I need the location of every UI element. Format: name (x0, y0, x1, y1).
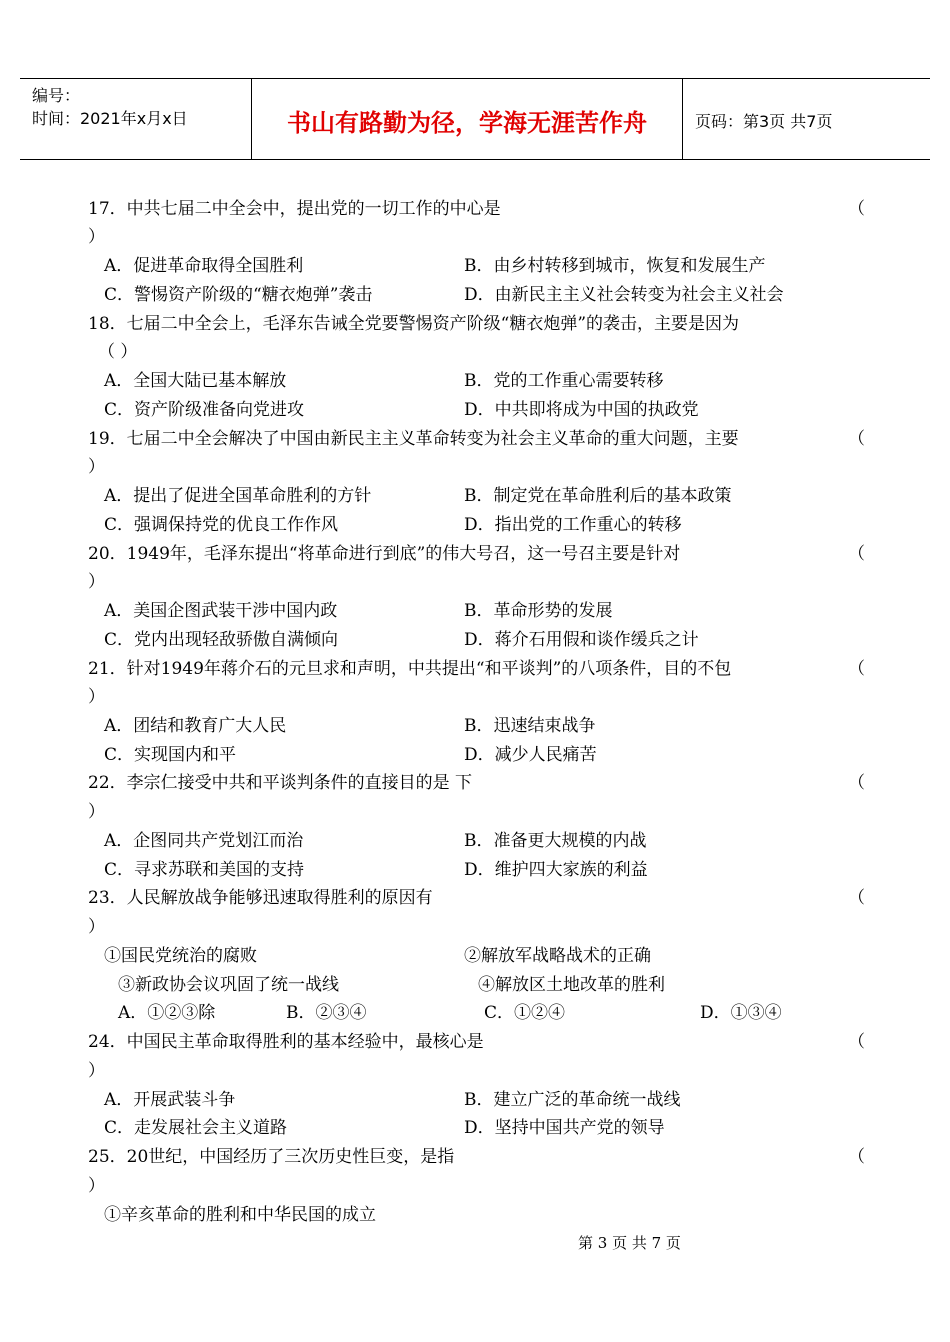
option-b: B．②③④ (286, 1003, 367, 1023)
statement-item: ①辛亥革命的胜利和中华民国的成立 (104, 1205, 376, 1225)
option-c: C．寻求苏联和美国的支持 (104, 860, 305, 880)
option-d: D．中共即将成为中国的执政党 (464, 400, 699, 420)
option-c: C．①②④ (484, 1003, 566, 1023)
answer-paren-open: （ (848, 429, 865, 449)
option-d: D．减少人民痛苦 (464, 745, 597, 765)
header-motto-cell (252, 79, 683, 159)
option-d: D．①③④ (700, 1003, 782, 1023)
option-b: B．由乡村转移到城市，恢复和发展生产 (464, 256, 766, 276)
option-c: C．党内出现轻敌骄傲自满倾向 (104, 630, 339, 650)
option-b: B．准备更大规模的内战 (464, 831, 647, 851)
option-c: C．实现国内和平 (104, 745, 237, 765)
option-d: D．坚持中国共产党的领导 (464, 1118, 665, 1138)
answer-paren-close: ） (88, 457, 105, 477)
question-stem: 20．1949年，毛泽东提出“将革命进行到底”的伟大号召，这一号召主要是针对 (88, 544, 681, 564)
answer-paren-open: （ (848, 199, 865, 219)
answer-paren-open: （ (848, 1147, 865, 1167)
option-d: D．蒋介石用假和谈作缓兵之计 (464, 630, 699, 650)
serial-label: 编号： (32, 86, 81, 105)
option-a: A．开展武装斗争 (104, 1090, 236, 1110)
answer-paren-close: ） (88, 802, 105, 822)
answer-paren-close: ） (88, 1061, 105, 1081)
option-a: A．企图同共产党划江而治 (104, 831, 304, 851)
option-a: A．提出了促进全国革命胜利的方针 (104, 486, 372, 506)
answer-paren-open: （ (848, 888, 865, 908)
page-header (20, 78, 930, 160)
answer-paren-close: ） (88, 572, 105, 592)
answer-paren-open: （ (848, 1032, 865, 1052)
statement-item: ④解放区土地改革的胜利 (478, 975, 665, 995)
answer-paren-close: ） (88, 227, 105, 247)
answer-paren-close: ） (88, 687, 105, 707)
statement-item: ①国民党统治的腐败 (104, 946, 257, 966)
option-c: C．资产阶级准备向党进攻 (104, 400, 305, 420)
question-stem: 23．人民解放战争能够迅速取得胜利的原因有 (88, 888, 433, 908)
option-a: A．促进革命取得全国胜利 (104, 256, 304, 276)
question-stem: 18．七届二中全会上，毛泽东告诫全党要警惕资产阶级“糖衣炮弹”的袭击，主要是因为 (88, 314, 740, 334)
motto: 书山有路勤为径，学海无涯苦作舟 (287, 109, 647, 137)
option-a: A．①②③除 (118, 1003, 216, 1023)
statement-item: ②解放军战略战术的正确 (464, 946, 651, 966)
answer-paren-open: （ (848, 544, 865, 564)
question-stem: 19．七届二中全会解决了中国由新民主主义革命转变为社会主义革命的重大问题，主要 (88, 429, 739, 449)
option-c: C．警惕资产阶级的“糖衣炮弹”袭击 (104, 285, 373, 305)
time-label: 时间：2021年x月x日 (32, 109, 188, 128)
answer-paren: （ ） (98, 342, 138, 362)
option-d: D．指出党的工作重心的转移 (464, 515, 682, 535)
answer-paren-close: ） (88, 1176, 105, 1196)
option-b: B．党的工作重心需要转移 (464, 371, 664, 391)
statement-item: ③新政协会议巩固了统一战线 (118, 975, 339, 995)
header-meta-cell (20, 79, 252, 159)
question-stem: 25．20世纪，中国经历了三次历史性巨变，是指 (88, 1147, 455, 1167)
answer-paren-open: （ (848, 659, 865, 679)
option-b: B．革命形势的发展 (464, 601, 613, 621)
question-stem: 21．针对1949年蒋介石的元旦求和声明，中共提出“和平谈判”的八项条件，目的不包 (88, 659, 732, 679)
page-footer: 第 3 页 共 7 页 (578, 1234, 681, 1252)
option-a: A．美国企图武装干涉中国内政 (104, 601, 338, 621)
option-b: B．迅速结束战争 (464, 716, 596, 736)
option-b: B．建立广泛的革命统一战线 (464, 1090, 681, 1110)
question-stem: 22．李宗仁接受中共和平谈判条件的直接目的是 下 (88, 773, 473, 793)
question-stem: 24．中国民主革命取得胜利的基本经验中，最核心是 (88, 1032, 484, 1052)
option-a: A．全国大陆已基本解放 (104, 371, 287, 391)
page-code: 页码：第3页 共7页 (695, 112, 833, 131)
option-b: B．制定党在革命胜利后的基本政策 (464, 486, 732, 506)
header-page-cell (683, 79, 930, 159)
option-c: C．强调保持党的优良工作作风 (104, 515, 339, 535)
question-stem: 17．中共七届二中全会中，提出党的一切工作的中心是 (88, 199, 501, 219)
answer-paren-close: ） (88, 917, 105, 937)
answer-paren-open: （ (848, 773, 865, 793)
option-d: D．由新民主主义社会转变为社会主义社会 (464, 285, 784, 305)
option-c: C．走发展社会主义道路 (104, 1118, 288, 1138)
option-a: A．团结和教育广大人民 (104, 716, 287, 736)
option-d: D．维护四大家族的利益 (464, 860, 648, 880)
